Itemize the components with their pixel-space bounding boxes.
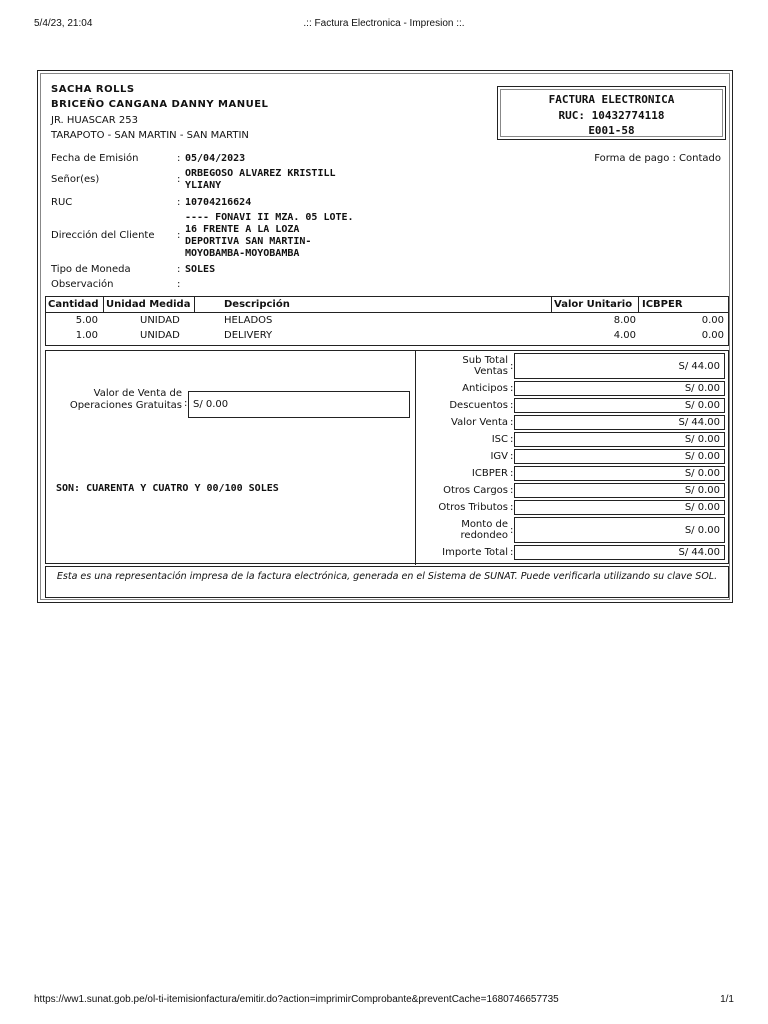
row-cantidad: 1.00	[75, 330, 98, 341]
document-id-box	[497, 86, 726, 140]
col-valor-unitario: Valor Unitario	[554, 299, 633, 310]
total-value: S/ 0.00	[684, 400, 720, 411]
total-value: S/ 44.00	[678, 547, 720, 558]
total-colon: :	[510, 400, 514, 411]
total-colon: :	[510, 485, 514, 496]
row-unidad: UNIDAD	[140, 330, 180, 341]
total-colon: :	[510, 451, 514, 462]
issuer-address: JR. HUASCAR 253	[51, 115, 138, 126]
issuer-location: TARAPOTO - SAN MARTIN - SAN MARTIN	[51, 130, 249, 141]
senor-label: Señor(es)	[51, 174, 100, 185]
direccion-line2: 16 FRENTE A LA LOZA	[185, 224, 300, 235]
total-colon: :	[510, 547, 514, 558]
total-value-box	[514, 398, 725, 413]
total-value: S/ 0.00	[684, 451, 720, 462]
gratuitas-label-line1: Valor de Venta de	[93, 388, 182, 399]
col-cantidad: Cantidad	[48, 299, 99, 310]
total-colon: :	[510, 434, 514, 445]
print-footer	[34, 994, 734, 1008]
col-divider	[103, 297, 104, 312]
print-header	[34, 18, 734, 32]
gratuitas-label-line2: Operaciones Gratuitas	[69, 400, 182, 411]
direccion-colon: :	[177, 230, 181, 241]
total-label-line2: Ventas	[474, 366, 508, 377]
total-label: Monto de	[461, 519, 508, 530]
document-ruc: RUC: 10432774118	[558, 109, 665, 122]
print-url: https://ww1.sunat.gob.pe/ol-ti-itemisionfactura/emitir.do?action=imprimirComprobante&preventCache=1680746657735	[34, 994, 559, 1005]
amount-in-words: SON: CUARENTA Y CUATRO Y 00/100 SOLES	[56, 483, 279, 494]
col-unidad: Unidad Medida	[106, 299, 191, 310]
row-descripcion: HELADOS	[224, 315, 273, 326]
moneda-label: Tipo de Moneda	[51, 264, 131, 275]
total-row-igv	[416, 449, 731, 464]
total-label: Importe Total	[442, 547, 508, 558]
items-table	[45, 296, 729, 346]
totals-frame	[415, 351, 730, 565]
total-value-box	[514, 466, 725, 481]
total-row-icbper	[416, 466, 731, 481]
total-label: Sub Total	[462, 355, 508, 366]
row-unidad: UNIDAD	[140, 315, 180, 326]
observacion-label: Observación	[51, 279, 114, 290]
total-value: S/ 0.00	[684, 525, 720, 536]
total-label: ICBPER	[471, 468, 508, 479]
direccion-line4: MOYOBAMBA-MOYOBAMBA	[185, 248, 300, 259]
total-label: Otros Tributos	[438, 502, 508, 513]
ruc-value: 10704216624	[185, 197, 252, 208]
total-value-box	[514, 415, 725, 430]
total-value-box	[514, 517, 725, 543]
observacion-colon: :	[177, 279, 181, 290]
issuer-trade-name: SACHA ROLLS	[51, 84, 135, 95]
col-divider	[551, 297, 552, 312]
total-value: S/ 44.00	[678, 417, 720, 428]
total-label: Anticipos	[462, 383, 508, 394]
direccion-line1: ---- FONAVI II MZA. 05 LOTE.	[185, 212, 354, 223]
total-value-box	[514, 353, 725, 379]
row-valor-unitario: 4.00	[613, 330, 636, 341]
gratuitas-colon: :	[184, 398, 188, 409]
sunat-notice: Esta es una representación impresa de la factura electrónica, generada en el Sistema de SUNAT. Puede verificarla utilizando su clave SOL.	[45, 566, 729, 598]
total-colon: :	[510, 502, 514, 513]
total-label: Valor Venta	[451, 417, 508, 428]
print-timestamp: 5/4/23, 21:04	[34, 18, 93, 29]
total-row-importe-total	[416, 545, 731, 560]
total-colon: :	[510, 383, 514, 394]
total-value: S/ 44.00	[678, 361, 720, 372]
senor-colon: :	[177, 174, 181, 185]
total-label: Otros Cargos	[443, 485, 508, 496]
document-id-inner	[500, 89, 723, 137]
senor-value-line1: ORBEGOSO ALVAREZ KRISTILL	[185, 168, 336, 179]
total-value: S/ 0.00	[684, 502, 720, 513]
forma-pago: Forma de pago : Contado	[594, 153, 721, 164]
total-value-box	[514, 449, 725, 464]
total-value: S/ 0.00	[684, 434, 720, 445]
document-number: E001-58	[588, 124, 635, 137]
total-row-redondeo	[416, 517, 731, 543]
ruc-colon: :	[177, 197, 181, 208]
total-value-box	[514, 381, 725, 396]
senor-value-line2: YLIANY	[185, 180, 222, 191]
row-icbper: 0.00	[701, 315, 724, 326]
fecha-value: 05/04/2023	[185, 153, 246, 164]
total-value: S/ 0.00	[684, 383, 720, 394]
total-colon: :	[510, 468, 514, 479]
gratuitas-label	[56, 388, 182, 412]
total-row-otros-cargos	[416, 483, 731, 498]
invoice-frame	[40, 73, 730, 600]
total-value-box	[514, 500, 725, 515]
total-colon: :	[510, 417, 514, 428]
row-valor-unitario: 8.00	[613, 315, 636, 326]
total-row-anticipos	[416, 381, 731, 396]
total-value-box	[514, 545, 725, 560]
ruc-label: RUC	[51, 197, 73, 208]
total-value: S/ 0.00	[684, 468, 720, 479]
total-value-box	[514, 483, 725, 498]
direccion-line3: DEPORTIVA SAN MARTIN-	[185, 236, 312, 247]
total-label: ISC	[491, 434, 508, 445]
total-row-valor-venta	[416, 415, 731, 430]
col-descripcion: Descripción	[224, 299, 290, 310]
print-page-title: .:: Factura Electronica - Impresion ::.	[303, 18, 465, 29]
invoice	[37, 70, 733, 603]
col-divider	[638, 297, 639, 312]
total-colon: :	[510, 361, 514, 372]
header-divider	[46, 312, 728, 313]
gratuitas-value: S/ 0.00	[193, 399, 229, 410]
total-row-otros-tributos	[416, 500, 731, 515]
totals-area	[45, 350, 729, 564]
total-label-line2: redondeo	[460, 530, 508, 541]
moneda-colon: :	[177, 264, 181, 275]
fecha-label: Fecha de Emisión	[51, 153, 139, 164]
total-label: Descuentos	[449, 400, 508, 411]
total-colon: :	[510, 525, 514, 536]
issuer-owner: BRICEÑO CANGANA DANNY MANUEL	[51, 99, 269, 110]
total-row-descuentos	[416, 398, 731, 413]
total-value: S/ 0.00	[684, 485, 720, 496]
total-row-isc	[416, 432, 731, 447]
total-row-subtotal	[416, 353, 731, 379]
total-label: IGV	[490, 451, 508, 462]
col-icbper: ICBPER	[642, 299, 683, 310]
col-divider	[194, 297, 195, 312]
fecha-colon: :	[177, 153, 181, 164]
document-type: FACTURA ELECTRONICA	[548, 93, 675, 106]
moneda-value: SOLES	[185, 264, 216, 275]
row-icbper: 0.00	[701, 330, 724, 341]
gratuitas-value-box	[188, 391, 410, 418]
row-descripcion: DELIVERY	[224, 330, 273, 341]
row-cantidad: 5.00	[75, 315, 98, 326]
total-value-box	[514, 432, 725, 447]
direccion-label: Dirección del Cliente	[51, 230, 155, 241]
page-number: 1/1	[720, 994, 734, 1005]
